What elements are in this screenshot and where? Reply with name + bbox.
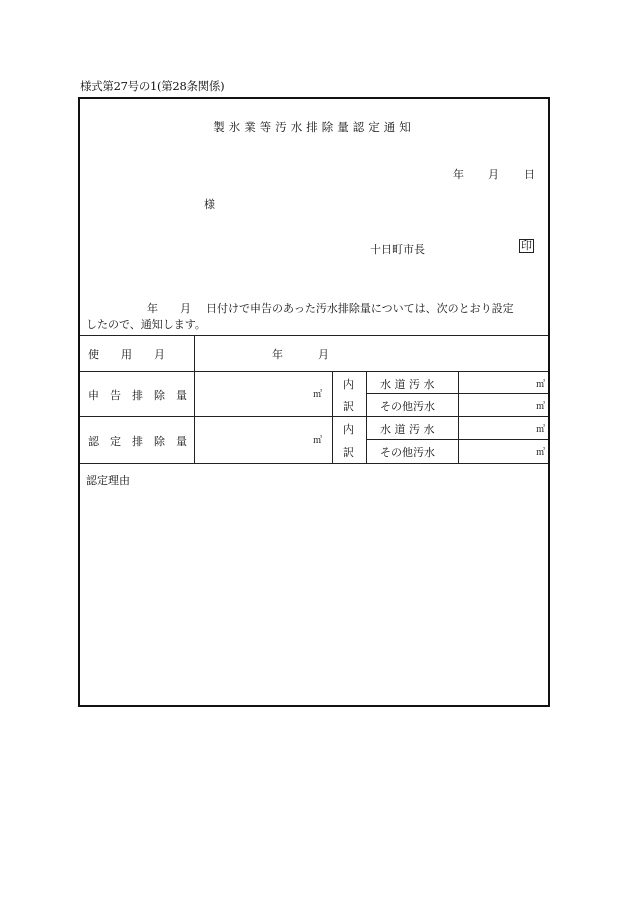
column-divider (366, 371, 367, 463)
seal-stamp: 印 (521, 239, 532, 252)
declared-total-unit: ㎥ (313, 390, 323, 400)
declared-discharge-label: 申 告 排 除 量 (88, 389, 187, 402)
certification-reason-label: 認定理由 (86, 474, 130, 487)
breakdown-bottom-label: 訳 (343, 400, 354, 413)
intro-text-line1: 日付けで申告のあった汚水排除量については、次のとおり設定 (206, 302, 514, 315)
breakdown-top-label: 内 (343, 378, 354, 391)
table-bottom-border (80, 463, 548, 464)
seal-mark (519, 239, 534, 253)
certified-other-unit: ㎥ (536, 448, 546, 458)
date-day-label: 日 (524, 168, 535, 181)
intro-month: 月 (180, 302, 191, 315)
column-divider (458, 371, 459, 463)
breakdown-divider (366, 393, 548, 394)
water-supply-label: 水 道 汚 水 (380, 378, 435, 391)
usage-month-label: 使 用 月 (88, 348, 165, 361)
usage-month: 月 (318, 348, 329, 361)
date-year-label: 年 (453, 168, 464, 181)
intro-text-line2: したので、通知します。 (86, 318, 206, 331)
declared-water-unit: ㎥ (536, 380, 546, 390)
water-supply-label: 水 道 汚 水 (380, 423, 435, 436)
document-title: 製氷業等汚水排除量認定通知 (213, 120, 415, 134)
table-top-border (80, 335, 548, 336)
table-row-divider (80, 371, 548, 372)
other-water-label: その他汚水 (380, 400, 435, 413)
breakdown-top-label: 内 (343, 423, 354, 436)
form-number-label: 様式第27号の1(第28条関係) (80, 79, 225, 93)
column-divider (194, 335, 195, 463)
notice-form-frame (78, 97, 550, 707)
certified-water-unit: ㎥ (536, 425, 546, 435)
breakdown-bottom-label: 訳 (343, 446, 354, 459)
usage-year: 年 (272, 348, 283, 361)
column-divider (332, 371, 333, 463)
certified-total-unit: ㎥ (313, 436, 323, 446)
date-month-label: 月 (488, 168, 499, 181)
addressee-suffix: 様 (204, 198, 215, 211)
intro-year: 年 (147, 302, 158, 315)
table-row-divider (80, 416, 548, 417)
breakdown-divider (366, 439, 548, 440)
other-water-label: その他汚水 (380, 446, 435, 459)
issuer-name: 十日町市長 (370, 243, 425, 256)
certified-discharge-label: 認 定 排 除 量 (88, 435, 187, 448)
declared-other-unit: ㎥ (536, 402, 546, 412)
